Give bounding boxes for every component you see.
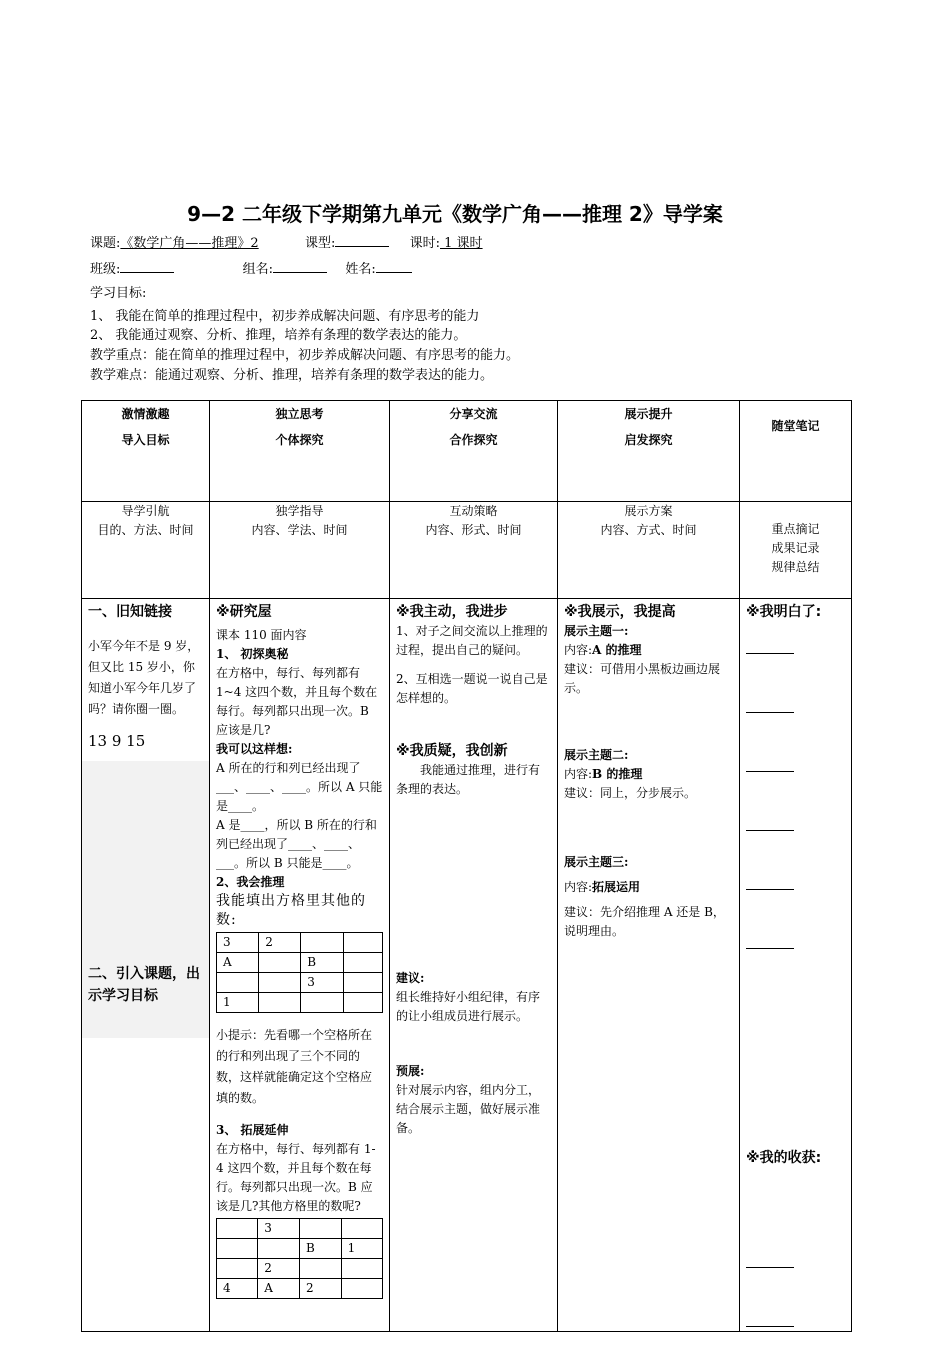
- grid-cell[interactable]: [301, 933, 343, 953]
- think-step-1: A 所在的行和列已经出现了___、____、____。所以 A 只能是____。: [216, 761, 383, 813]
- study-guide-table: [81, 400, 852, 1332]
- grid-cell[interactable]: [259, 953, 301, 973]
- header-cell: 分享交流 合作探究: [390, 401, 558, 502]
- cooperation-column: [390, 599, 558, 1332]
- meta-row-1: [90, 232, 483, 251]
- exchange-step-1: 1、对子之间交流以上推理的过程，提出自己的疑问。: [396, 624, 548, 657]
- grid-cell: 4: [217, 1279, 258, 1299]
- subheader-row: [82, 502, 852, 599]
- header-cell: 随堂笔记: [740, 401, 852, 502]
- grid-cell: 2: [258, 1259, 300, 1279]
- content-row: [82, 599, 852, 1332]
- circle-numbers: 13 9 15: [88, 732, 146, 750]
- grid-cell[interactable]: [299, 1219, 341, 1239]
- class-label: 班级:: [90, 262, 121, 277]
- theme2-label: 展示主题二:: [564, 748, 629, 762]
- grid-row: [217, 1219, 383, 1239]
- subheader-cell: 独学指导 内容、学法、时间: [210, 502, 390, 599]
- topic-value: 《数学广角——推理》2: [120, 236, 259, 251]
- grid-row: [217, 953, 383, 973]
- show-improve-heading: ※我展示，我提高: [564, 604, 676, 620]
- exchange-step-2: 2、互相选一题说一说自己是怎样想的。: [396, 672, 548, 705]
- grid-cell: 3: [217, 933, 259, 953]
- grid-row: [217, 973, 383, 993]
- grid-cell: 2: [299, 1279, 341, 1299]
- theme3-content: 拓展运用: [592, 880, 641, 894]
- header-cell: 独立思考 个体探究: [210, 401, 390, 502]
- grid-cell[interactable]: [217, 1219, 258, 1239]
- grid-cell[interactable]: [301, 993, 343, 1013]
- name-blank[interactable]: [376, 260, 412, 273]
- think-step-2: A 是____，所以 B 所在的行和列已经出现了____、____、___。所以 B 只能是____。: [216, 818, 377, 870]
- preview-label: 预展:: [396, 1064, 425, 1078]
- grid-cell: 1: [341, 1239, 382, 1259]
- understood-heading: ※我明白了:: [746, 604, 822, 620]
- puzzle-grid-1: [216, 932, 383, 1013]
- preview-text: 针对展示内容，组内分工，结合展示主题，做好展示准备。: [396, 1083, 541, 1135]
- age-question: 小军今年不是 9 岁，但又比 15 岁小，你知道小军今年几岁了吗？请你圈一圈。: [88, 639, 200, 716]
- intro-topic-heading: 二、引入课题，出示学习目标: [88, 966, 200, 1004]
- textbook-ref: 课本 110 面内容: [216, 628, 307, 642]
- key-point: 教学重点：能在简单的推理过程中，初步养成解决问题、有序思考的能力。: [90, 348, 520, 363]
- step3-heading: 3、 拓展延伸: [216, 1123, 289, 1137]
- theme1-advice: 建议：可借用小黑板边画边展示。: [564, 662, 721, 695]
- difficulty: 教学难点：能通过观察、分析、推理，培养有条理的数学表达的能力。: [90, 368, 494, 383]
- group-blank[interactable]: [273, 260, 327, 273]
- hours-value: 1 课时: [440, 236, 483, 251]
- theme1-content: A 的推理: [592, 643, 642, 657]
- page-title: 9—2 二年级下学期第九单元《数学广角——推理 2》导学案: [187, 202, 723, 226]
- step1-heading: 1、 初探奥秘: [216, 647, 289, 661]
- grid-cell[interactable]: [343, 973, 383, 993]
- goal-item-2: 2、 我能通过观察、分析、推理，培养有条理的数学表达的能力。: [90, 328, 467, 343]
- type-label: 课型:: [304, 236, 336, 251]
- name-label: 姓名:: [345, 262, 376, 277]
- class-blank[interactable]: [120, 260, 174, 273]
- grid-cell[interactable]: [217, 1259, 258, 1279]
- header-row: [82, 401, 852, 502]
- active-progress-heading: ※我主动，我进步: [396, 604, 508, 620]
- header-cell: 激情激趣 导入目标: [82, 401, 210, 502]
- theme3-label: 展示主题三:: [564, 855, 629, 869]
- hours-label: 课时:: [409, 236, 441, 251]
- advice-text: 组长维持好小组纪律，有序的让小组成员进行展示。: [396, 990, 541, 1023]
- grid-cell: B: [301, 953, 343, 973]
- grid-row: [217, 1239, 383, 1259]
- question-innovate-heading: ※我质疑，我创新: [396, 743, 508, 759]
- grid-row: [217, 933, 383, 953]
- presentation-column: [558, 599, 740, 1332]
- grid-cell[interactable]: [343, 933, 383, 953]
- theme2-content-label: 内容:: [564, 767, 593, 781]
- research-heading: ※研究屋: [216, 604, 272, 620]
- grid-cell: 2: [259, 933, 301, 953]
- theme3-content-label: 内容:: [564, 880, 593, 894]
- grid-cell[interactable]: [341, 1219, 382, 1239]
- step3-text: 在方格中，每行、每列都有 1-4 这四个数，并且每个数在每行。每列都只出现一次。B 应该是几?其他方格里的数呢?: [216, 1142, 376, 1213]
- theme2-advice: 建议：同上，分步展示。: [564, 786, 697, 800]
- theme1-label: 展示主题一:: [564, 624, 629, 638]
- grid-cell: A: [217, 953, 259, 973]
- advice-label: 建议:: [396, 971, 425, 985]
- grid-row: [217, 993, 383, 1013]
- step1-text: 在方格中，每行、每列都有 1~4 这四个数，并且每个数在每行。每列都只出现一次。B 应该是几?: [216, 666, 378, 737]
- express-text: 我能通过推理，进行有条理的表达。: [396, 763, 541, 796]
- type-blank[interactable]: [335, 234, 389, 247]
- subheader-cell: 重点摘记 成果记录 规律总结: [740, 502, 852, 599]
- step2-text: 我能填出方格里其他的数:: [216, 893, 366, 928]
- grid-cell: 3: [258, 1219, 300, 1239]
- grid-row: [217, 1279, 383, 1299]
- grid-cell[interactable]: [259, 993, 301, 1013]
- grid-cell[interactable]: [341, 1279, 382, 1299]
- grid-cell: A: [258, 1279, 300, 1299]
- note-line[interactable]: [746, 1325, 794, 1327]
- subheader-cell: 互动策略 内容、形式、时间: [390, 502, 558, 599]
- grid-cell[interactable]: [341, 1259, 382, 1279]
- individual-column: [210, 599, 390, 1332]
- grid-cell[interactable]: [299, 1259, 341, 1279]
- theme1-content-label: 内容:: [564, 643, 593, 657]
- meta-row-2: [90, 258, 412, 277]
- theme3-advice: 建议：先介绍推理 A 还是 B，说明理由。: [564, 905, 725, 938]
- old-knowledge-heading: 一、旧知链接: [88, 604, 172, 620]
- grid-cell[interactable]: [258, 1239, 300, 1259]
- grid-cell[interactable]: [259, 973, 301, 993]
- grid-cell[interactable]: [343, 953, 383, 973]
- topic-label: 课题:: [90, 236, 121, 251]
- hint-text: 小提示：先看哪一个空格所在的行和列出现了三个不同的数，这样就能确定这个空格应填的数。: [216, 1028, 373, 1105]
- intro-column: [82, 599, 210, 1332]
- grid-cell[interactable]: [217, 1239, 258, 1259]
- puzzle-grid-2: [216, 1218, 383, 1299]
- harvest-heading: ※我的收获:: [746, 1150, 822, 1166]
- grid-cell: 1: [217, 993, 259, 1013]
- think-heading: 我可以这样想:: [216, 742, 293, 756]
- notes-column: [740, 599, 852, 1332]
- subheader-cell: 导学引航 目的、方法、时间: [82, 502, 210, 599]
- subheader-cell: 展示方案 内容、方式、时间: [558, 502, 740, 599]
- theme2-content: B 的推理: [592, 767, 643, 781]
- header-cell: 展示提升 启发探究: [558, 401, 740, 502]
- grid-cell[interactable]: [343, 993, 383, 1013]
- step2-heading: 2、我会推理: [216, 875, 285, 889]
- grid-cell: 3: [301, 973, 343, 993]
- group-label: 组名:: [242, 262, 274, 277]
- goals-heading: 学习目标:: [90, 286, 147, 301]
- grid-cell[interactable]: [217, 973, 259, 993]
- grid-cell: B: [299, 1239, 341, 1259]
- grid-row: [217, 1259, 383, 1279]
- goal-item-1: 1、 我能在简单的推理过程中，初步养成解决问题、有序思考的能力: [90, 309, 480, 324]
